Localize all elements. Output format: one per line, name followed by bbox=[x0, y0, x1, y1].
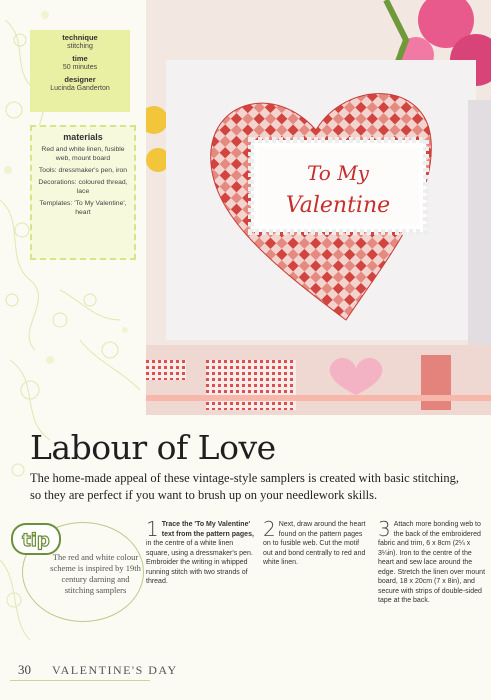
materials-item: Templates: 'To My Valentine', heart bbox=[39, 200, 127, 216]
materials-title: materials bbox=[63, 132, 103, 142]
sampler-text-line2: Valentine bbox=[285, 193, 391, 218]
page-title: Labour of Love bbox=[30, 428, 276, 467]
section-name: VALENTINE'S DAY bbox=[52, 663, 178, 677]
technique-label: technique bbox=[62, 33, 98, 42]
sampler-text-line1: To My bbox=[307, 161, 369, 185]
step-2 bbox=[263, 517, 368, 568]
step-number: 3 bbox=[378, 517, 391, 541]
technique-value: stitching bbox=[67, 43, 93, 50]
page-number: 30 bbox=[18, 662, 31, 677]
footer-divider bbox=[10, 680, 150, 681]
step-text: in the centre of a white linen square, using a dressmaker's pen. Embroider the writing in whipped running stitch with two strands of thread. bbox=[146, 540, 253, 585]
sampler-photo bbox=[146, 0, 491, 415]
materials-item: Tools: dressmaker's pen, iron bbox=[38, 167, 128, 174]
step-text: Next, draw around the heart found on the pattern pages on to fusible web. Cut the motif out and bond centrally to red and white linen. bbox=[263, 521, 366, 566]
materials-item: Decorations: coloured thread, lace bbox=[38, 179, 128, 195]
step-text: Attach more bonding web to the back of the embroidered fabric and trim, 6 x 8cm (2¼ x 3¼in). Iron to the centre of the heart and sew lace around the edge. Stretch the linen over mount board, 18 x 20cm (7 x 8in), and secure with strips of double-sided tape at the back. bbox=[378, 521, 486, 604]
intro-paragraph: The home-made appeal of these vintage-style samplers is created with basic stitching, so they are perfect if you want to brush up on your needlework skills. bbox=[30, 471, 460, 502]
time-value: 50 minutes bbox=[62, 64, 98, 71]
materials-item: Red and white linen, fusible web, mount board bbox=[41, 146, 125, 162]
step-number: 2 bbox=[263, 517, 276, 541]
project-info-box bbox=[30, 30, 130, 112]
designer-value: Lucinda Ganderton bbox=[50, 85, 110, 92]
step-3 bbox=[378, 517, 486, 606]
designer-label: designer bbox=[64, 75, 96, 84]
step-number: 1 bbox=[146, 517, 159, 541]
materials-box bbox=[30, 125, 136, 260]
tip-text: The red and white colour scheme is inspired by 19th century darning and stitching samplers bbox=[50, 552, 141, 595]
step-1 bbox=[146, 517, 256, 587]
tip-logo-text: tip bbox=[22, 530, 50, 551]
step-lead: Trace the 'To My Valentine' text from the pattern pages, bbox=[161, 521, 254, 538]
time-label: time bbox=[72, 54, 88, 63]
hero-photo bbox=[146, 0, 491, 415]
